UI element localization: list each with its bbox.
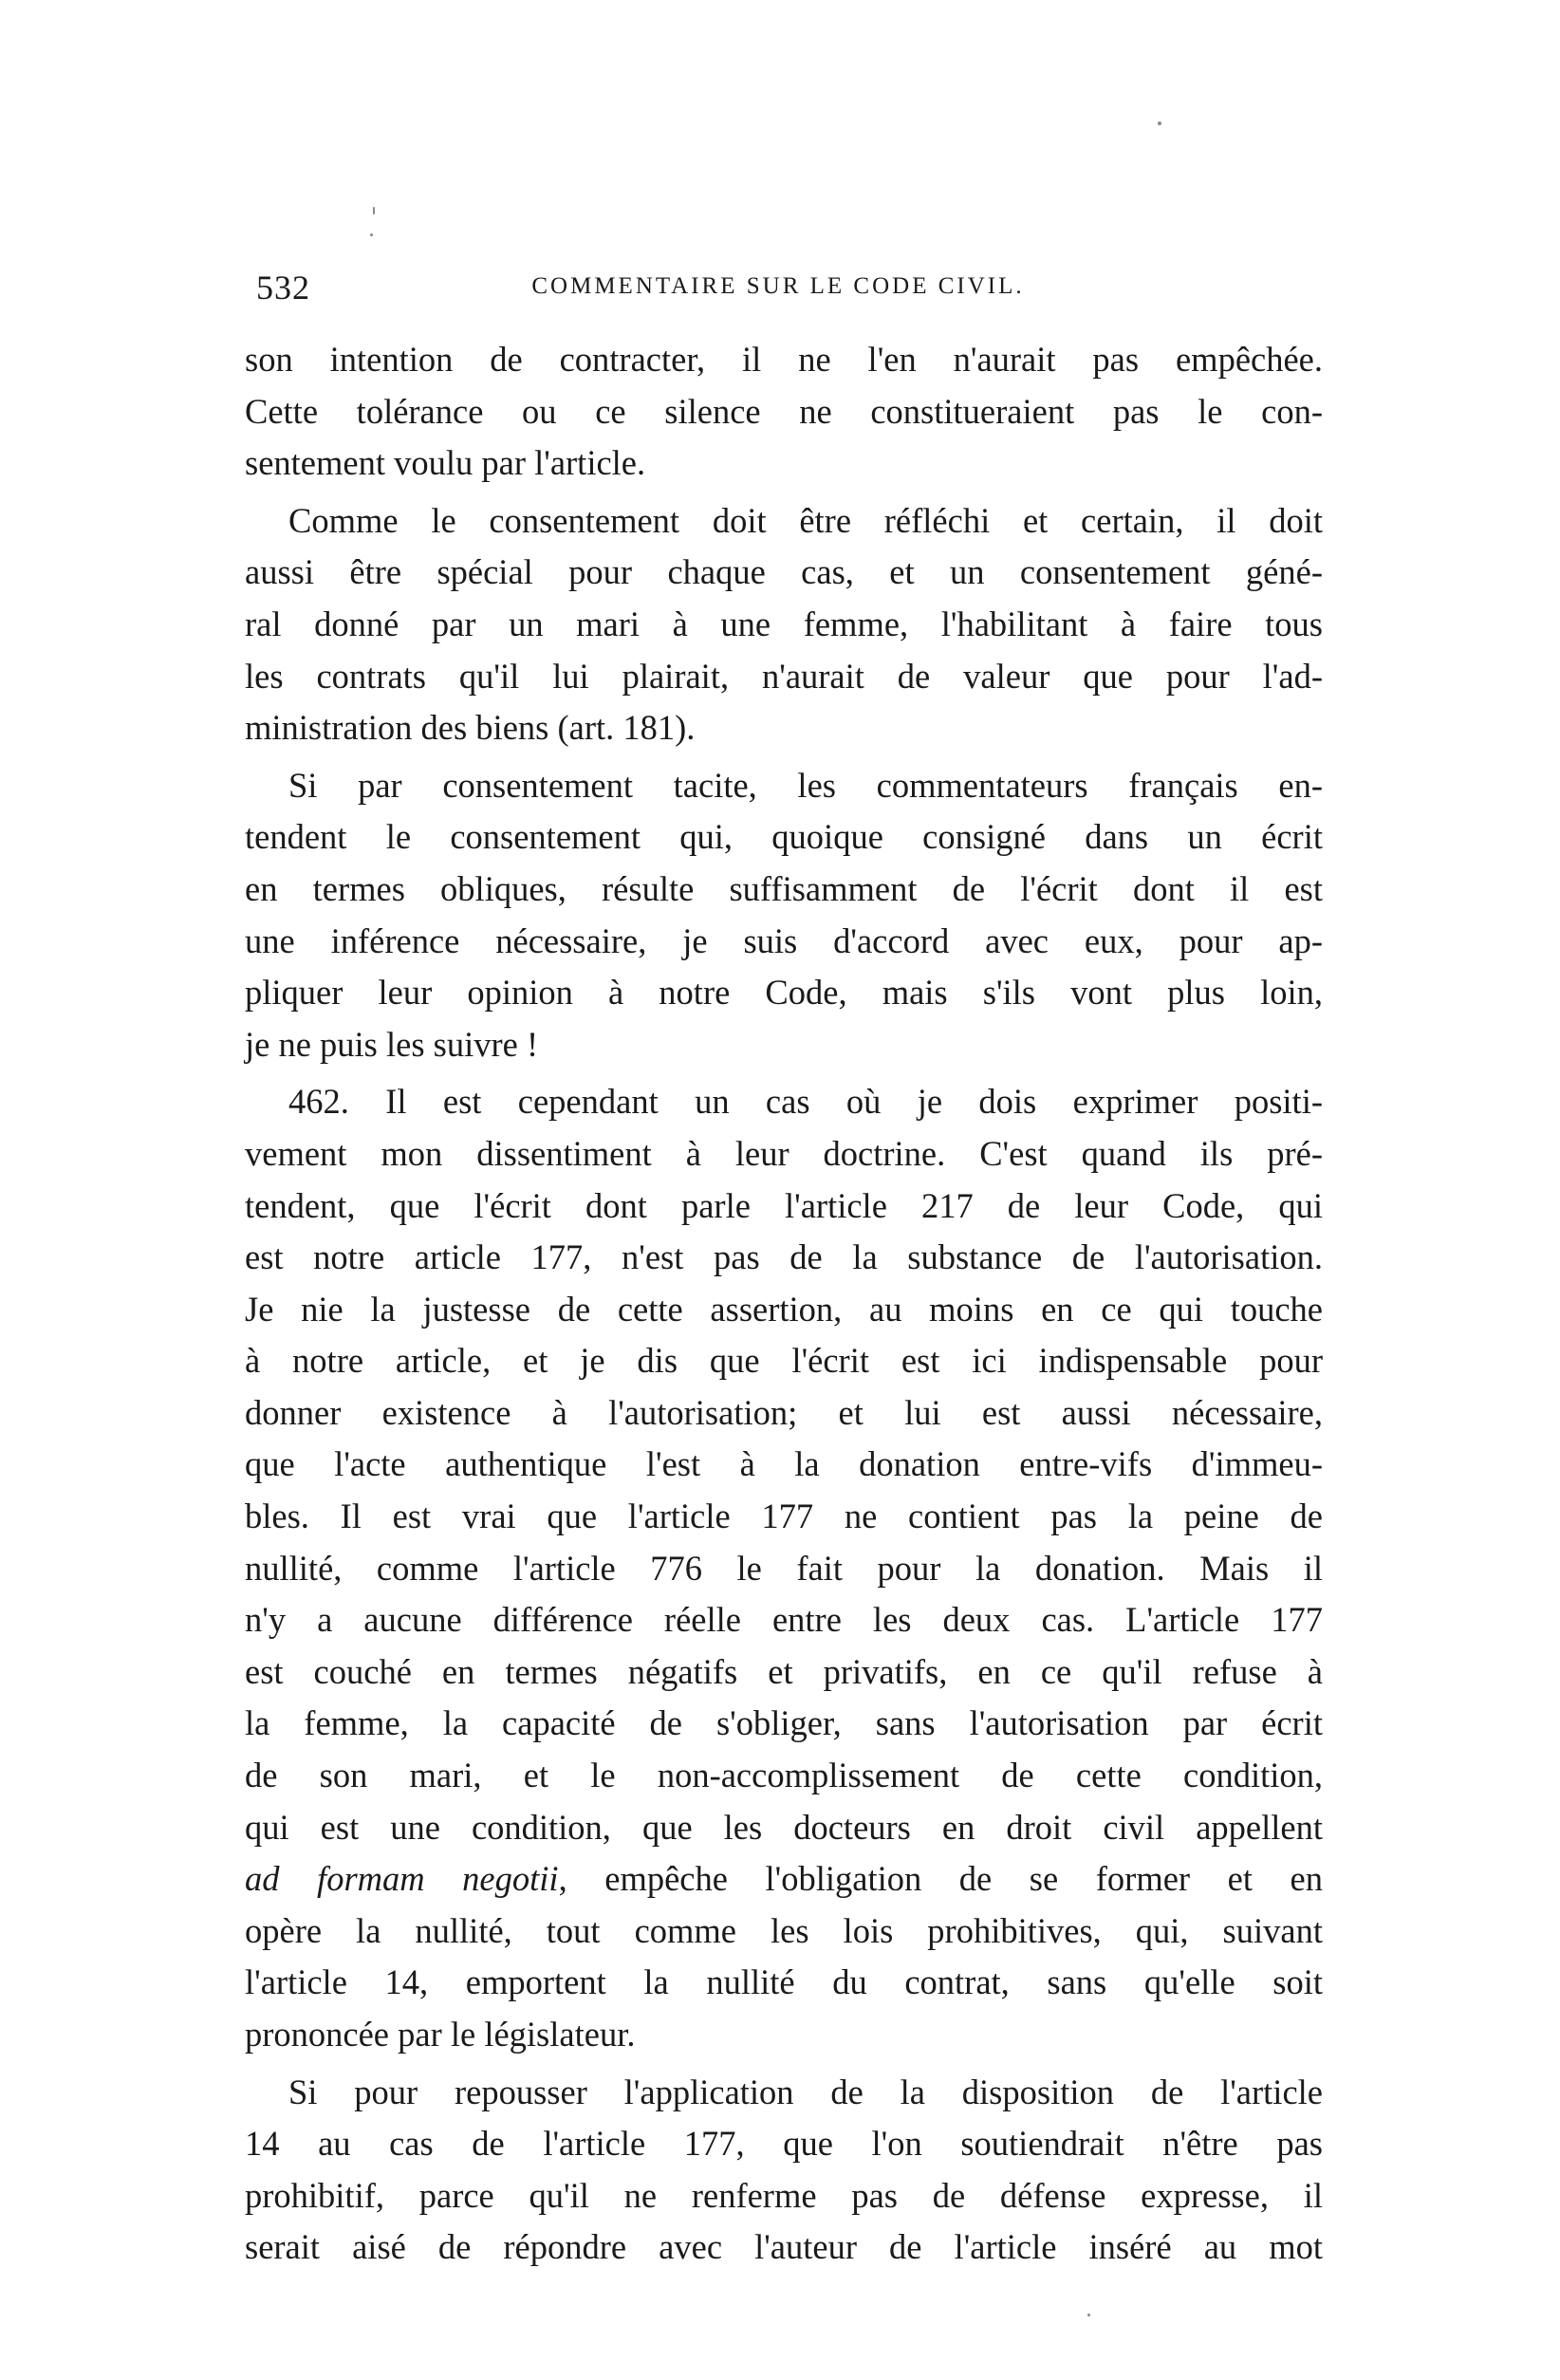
text-line: Comme le consentement doit être réfléchi et certain, il doit [288, 500, 1323, 540]
text-line: nullité, comme l'article 776 le fait pour la donation. Mais il [245, 1548, 1323, 1588]
text-line: opère la nullité, tout comme les lois prohibitives, qui, suivant [245, 1910, 1323, 1950]
paragraph-article-462 [245, 1076, 1323, 2060]
text-line: donner existence à l'autorisation; et lui est aussi nécessaire, [245, 1392, 1323, 1432]
text-line: serait aisé de répondre avec l'auteur de l'article inséré au mot [245, 2227, 1323, 2267]
text-line: qui est une condition, que les docteurs en droit civil appellent [245, 1807, 1323, 1847]
text-line: que l'acte authentique l'est à la donation entre-vifs d'immeu- [245, 1444, 1323, 1484]
paragraph [245, 2067, 1323, 2274]
text-line: bles. Il est vrai que l'article 177 ne contient pas la peine de [245, 1497, 1323, 1536]
text-line: ministration des biens (art. 181). [245, 708, 696, 748]
text-line: vement mon dissentiment à leur doctrine. C'est quand ils pré- [245, 1133, 1323, 1173]
scan-speck [373, 207, 375, 214]
text-line: aussi être spécial pour chaque cas, et un consentement géné- [245, 552, 1323, 592]
text-line-latin [245, 1853, 1323, 1906]
text-line: 14 au cas de l'article 177, que l'on soutiendrait n'être pas [245, 2124, 1323, 2164]
scan-speck [1158, 121, 1161, 125]
paragraph [245, 495, 1323, 754]
text-line: je ne puis les suivre ! [245, 1024, 539, 1064]
text-line: pliquer leur opinion à notre Code, mais s'ils vont plus loin, [245, 973, 1323, 1013]
text-line: Si par consentement tacite, les commentateurs français en- [288, 765, 1323, 805]
text-line: est couché en termes négatifs et privatifs, en ce qu'il refuse à [245, 1651, 1323, 1691]
text-line: sentement voulu par l'article. [245, 443, 646, 483]
text-line: est notre article 177, n'est pas de la substance de l'autorisation. [245, 1237, 1323, 1277]
running-header [256, 268, 1328, 315]
text-line: Je nie la justesse de cette assertion, au moins en ce qui touche [245, 1289, 1323, 1329]
text-line: Si pour repousser l'application de la disposition de l'article [288, 2072, 1323, 2111]
text-line: n'y a aucune différence réelle entre les deux cas. L'article 177 [245, 1600, 1323, 1640]
page-number: 532 [256, 269, 310, 307]
text-line: tendent le consentement qui, quoique consigné dans un écrit [245, 817, 1323, 857]
scan-speck [370, 233, 373, 236]
text-line: en termes obliques, résulte suffisamment de l'écrit dont il est [245, 868, 1323, 908]
text-line: à notre article, et je dis que l'écrit est ici indispensable pour [245, 1341, 1323, 1381]
paragraph [245, 760, 1323, 1071]
text-line: les contrats qu'il lui plairait, n'aurait de valeur que pour l'ad- [245, 656, 1323, 696]
text-line: une inférence nécessaire, je suis d'accord avec eux, pour ap- [245, 920, 1323, 960]
latin-phrase: ad formam negotii [245, 1859, 559, 1899]
body-text [245, 334, 1323, 2274]
text-line: l'article 14, emportent la nullité du contrat, sans qu'elle soit [245, 1962, 1323, 2002]
latin-phrase-continuation: , empêche l'obligation de se former et en [558, 1859, 1323, 1899]
text-line: prononcée par le législateur. [245, 2015, 636, 2054]
paragraph [245, 334, 1323, 490]
text-line: prohibitif, parce qu'il ne renferme pas de défense expresse, il [245, 2175, 1323, 2215]
text-line: 462. Il est cependant un cas où je dois exprimer positi- [288, 1082, 1323, 1122]
text-line: de son mari, et le non-accomplissement de cette condition, [245, 1756, 1323, 1795]
text-line: tendent, que l'écrit dont parle l'article 217 de leur Code, qui [245, 1185, 1323, 1225]
text-line: la femme, la capacité de s'obliger, sans l'autorisation par écrit [245, 1703, 1323, 1743]
text-line: son intention de contracter, il ne l'en n'aurait pas empêchée. [245, 340, 1323, 379]
scan-speck [1087, 2314, 1090, 2316]
running-title: COMMENTAIRE SUR LE CODE CIVIL. [531, 273, 1025, 299]
text-line: ral donné par un mari à une femme, l'habilitant à faire tous [245, 604, 1323, 643]
text-line: Cette tolérance ou ce silence ne constitueraient pas le con- [245, 391, 1323, 431]
